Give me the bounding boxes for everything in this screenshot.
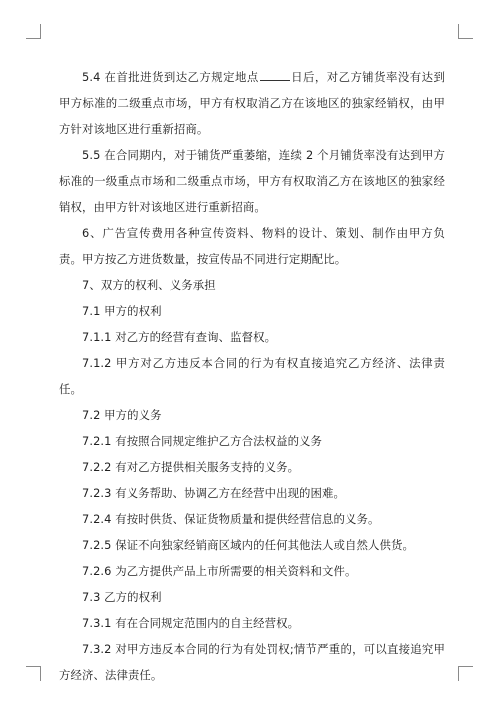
clause-7-2-5: 7.2.5 保证不向独家经销商区域内的任何其他法人或自然人供货。 xyxy=(82,538,414,552)
crop-mark-bottom-right xyxy=(458,666,473,681)
crop-mark-top-left xyxy=(26,24,41,39)
clause-6: 6、广告宣传费用各种宣传资料、物料的设计、策划、制作由甲方负责。甲方按乙方进货数量，按宣传品不同进行定期配比。 xyxy=(59,226,445,266)
section-7-3-heading: 7.3 乙方的权利 xyxy=(82,590,162,604)
section-7-1-heading: 7.1 甲方的权利 xyxy=(82,304,162,318)
clause-5-4-text-after: 日后，对乙方铺货率没有达到甲方标准的二级重点市场，甲方有权取消乙方在该地区的独家经销权，由甲方针对该地区进行重新招商。 xyxy=(59,70,445,136)
fill-in-blank xyxy=(260,69,290,81)
clause-7-2-3: 7.2.3 有义务帮助、协调乙方在经营中出现的困难。 xyxy=(82,486,346,500)
clause-7-2-6: 7.2.6 为乙方提供产品上市所需要的相关资料和文件。 xyxy=(82,564,357,578)
clause-7-1-2: 7.1.2 甲方对乙方违反本合同的行为有权直接追究乙方经济、法律责任。 xyxy=(59,356,445,396)
clause-7-2-1: 7.2.1 有按照合同规定维护乙方合法权益的义务 xyxy=(82,434,323,448)
clause-7-3-1: 7.3.1 有在合同规定范围内的自主经营权。 xyxy=(82,616,300,630)
section-7-heading: 7、双方的权利、义务承担 xyxy=(82,278,216,292)
crop-mark-top-right xyxy=(458,24,473,39)
clause-5-4 xyxy=(59,64,445,142)
clause-5-5: 5.5 在合同期内，对于铺货严重萎缩，连续 2 个月铺货率没有达到甲方标准的一级重点市场和二级重点市场，甲方有权取消乙方在该地区的独家经销权，由甲方针对该地区进行重新招商。 xyxy=(59,148,445,214)
crop-mark-bottom-left xyxy=(26,666,41,681)
section-7-2-heading: 7.2 甲方的义务 xyxy=(82,408,162,422)
clause-7-1-1: 7.1.1 对乙方的经营有查询、监督权。 xyxy=(82,330,277,344)
clause-7-3-2: 7.3.2 对甲方违反本合同的行为有处罚权;情节严重的，可以直接追究甲方经济、法律责任。 xyxy=(59,642,445,682)
clause-5-4-text-before: 5.4 在首批进货到达乙方规定地点 xyxy=(82,70,259,84)
clause-7-2-4: 7.2.4 有按时供货、保证货物质量和提供经营信息的义务。 xyxy=(82,512,380,526)
clause-7-2-2: 7.2.2 有对乙方提供相关服务支持的义务。 xyxy=(82,460,300,474)
document-body xyxy=(59,64,445,688)
